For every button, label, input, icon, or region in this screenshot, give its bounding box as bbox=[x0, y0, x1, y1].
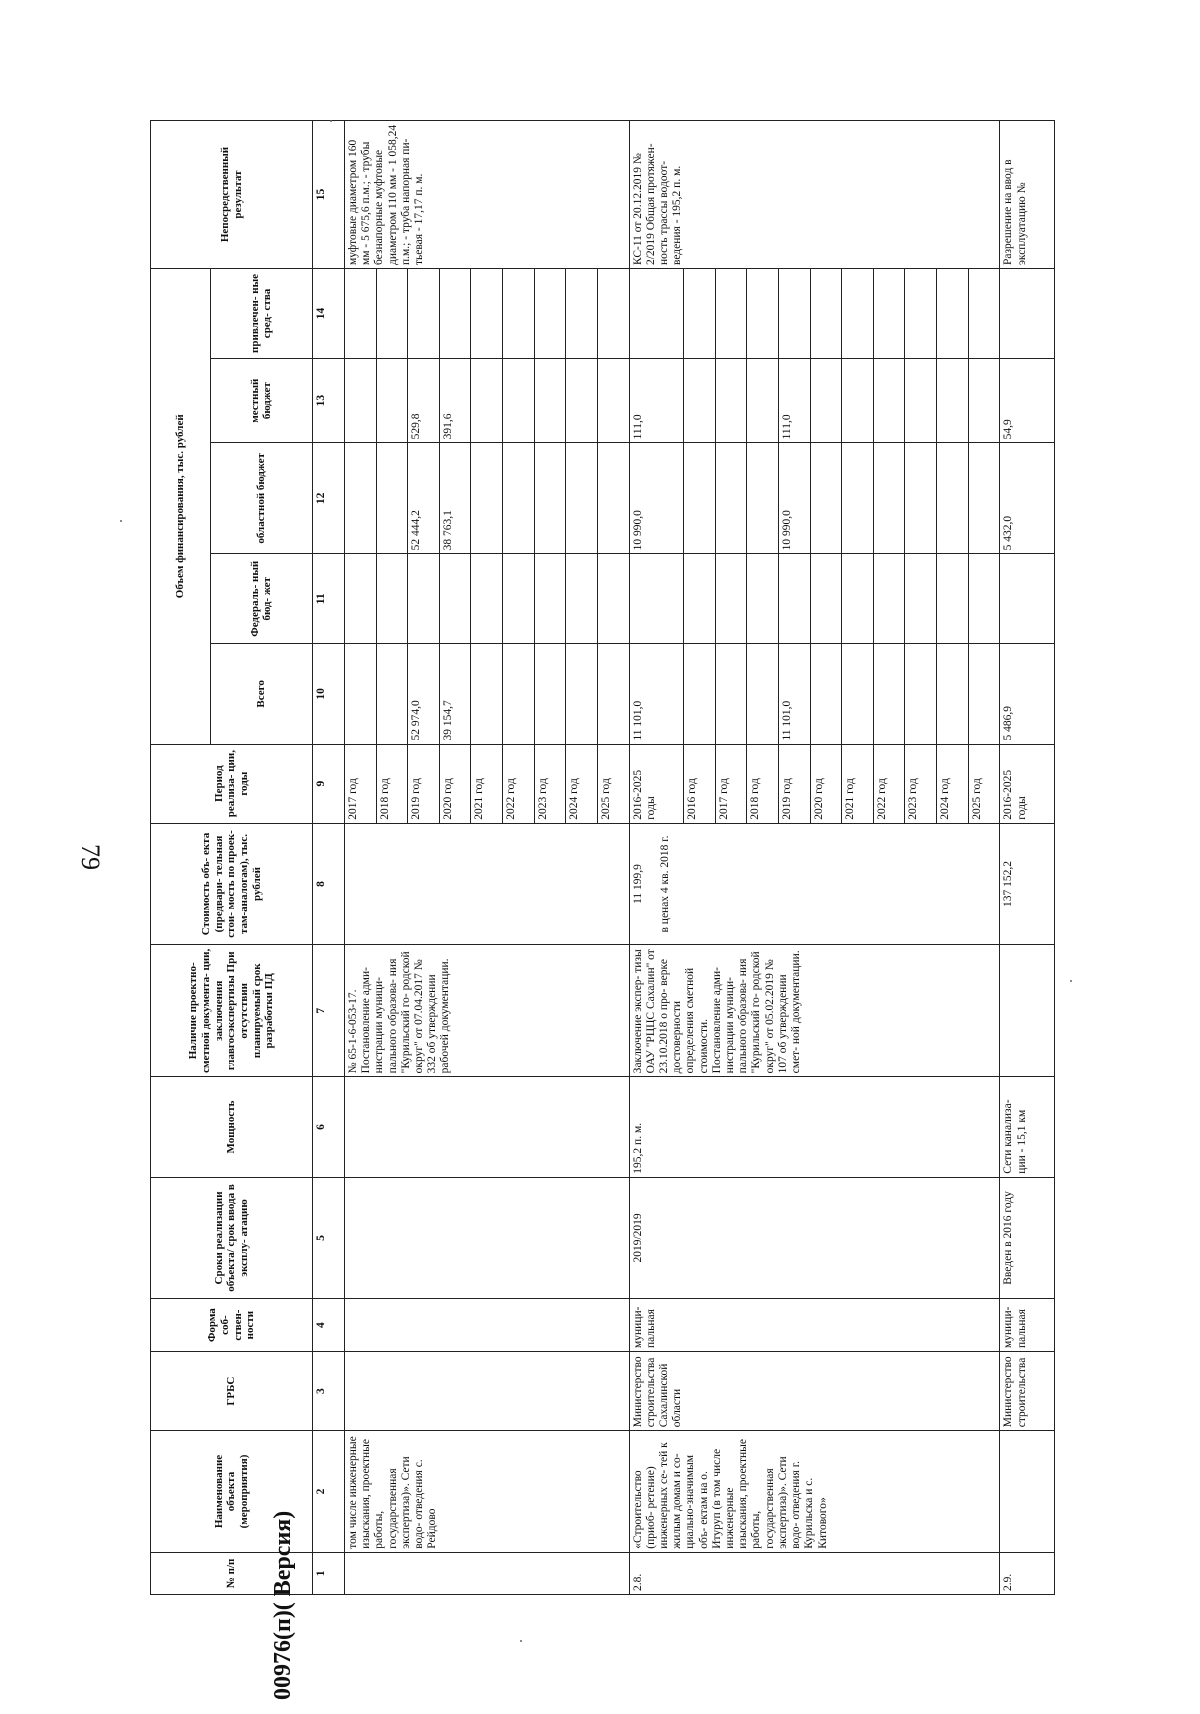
federal-cell bbox=[566, 554, 598, 644]
regional-cell bbox=[534, 443, 566, 554]
attracted-cell bbox=[778, 269, 810, 359]
regional-cell bbox=[810, 443, 842, 554]
total-cell bbox=[376, 644, 408, 744]
regional-cell bbox=[842, 443, 874, 554]
attracted-cell bbox=[937, 269, 969, 359]
attracted-cell bbox=[534, 269, 566, 359]
grbs-cell bbox=[344, 1352, 629, 1431]
period-cell: 2018 год bbox=[376, 744, 408, 823]
result-cell: КС-11 от 20.12.2019 № 2/2019 Общая протяжен- ность трассы водоот- ведения - 195,2 п. м. bbox=[629, 121, 1000, 269]
period-cell: 2022 год bbox=[503, 744, 535, 823]
local-cell bbox=[684, 358, 716, 443]
pd-cell bbox=[1000, 945, 1055, 1077]
attracted-cell bbox=[1000, 269, 1055, 359]
col-number: 1 bbox=[313, 1552, 345, 1594]
federal-cell bbox=[471, 554, 503, 644]
col-number: 7 bbox=[313, 945, 345, 1077]
total-cell bbox=[597, 644, 629, 744]
period-cell: 2024 год bbox=[566, 744, 598, 823]
grbs-cell: Министерство строительства Сахалинской области bbox=[629, 1352, 1000, 1431]
local-cell bbox=[344, 358, 376, 443]
federal-cell bbox=[629, 554, 684, 644]
federal-cell bbox=[1000, 554, 1055, 644]
header-attracted: привлечен- ные сред- ства bbox=[210, 269, 313, 359]
terms-cell bbox=[344, 1177, 629, 1299]
header-cost: Стоимость объ- екта (предвари- тельная стои- мость по проек- там-аналогам), тыс. рублей bbox=[151, 823, 313, 945]
regional-cell: 38 763,1 bbox=[439, 443, 471, 554]
federal-cell bbox=[747, 554, 779, 644]
local-cell bbox=[937, 358, 969, 443]
ownership-cell bbox=[344, 1299, 629, 1352]
local-cell: 529,8 bbox=[408, 358, 440, 443]
federal-cell bbox=[873, 554, 905, 644]
pd-cell: Заключение экспер- тизы ОАУ "РЦЦС Сахалин" от 23.10.2018 о про- верке достоверности определения сметной стоимости. Постановление адми- нистрации муници- пального образова- ния "Курильский го- родской округ" от 05.02.2019 № 107 об утверждении смет- ной документации. bbox=[629, 945, 1000, 1077]
header-num: № п/п bbox=[151, 1552, 313, 1594]
col-number: 15 bbox=[313, 121, 345, 269]
total-cell: 39 154,7 bbox=[439, 644, 471, 744]
period-cell: 2020 год bbox=[810, 744, 842, 823]
num-cell: 2.9. bbox=[1000, 1552, 1055, 1594]
header-ownership: Форма соб- ствен- ности bbox=[151, 1299, 313, 1352]
period-cell: 2020 год bbox=[439, 744, 471, 823]
total-cell bbox=[534, 644, 566, 744]
federal-cell bbox=[439, 554, 471, 644]
regional-cell bbox=[597, 443, 629, 554]
regional-cell: 10 990,0 bbox=[629, 443, 684, 554]
regional-cell bbox=[747, 443, 779, 554]
total-cell: 11 101,0 bbox=[778, 644, 810, 744]
header-regional: областной бюджет bbox=[210, 443, 313, 554]
attracted-cell bbox=[597, 269, 629, 359]
period-cell: 2024 год bbox=[937, 744, 969, 823]
column-number-row bbox=[313, 121, 345, 1595]
col-number: 3 bbox=[313, 1352, 345, 1431]
attracted-cell bbox=[344, 269, 376, 359]
scan-speck bbox=[1070, 980, 1072, 982]
attracted-cell bbox=[503, 269, 535, 359]
regional-cell: 52 444,2 bbox=[408, 443, 440, 554]
local-cell bbox=[873, 358, 905, 443]
regional-cell bbox=[905, 443, 937, 554]
total-cell bbox=[684, 644, 716, 744]
attracted-cell bbox=[715, 269, 747, 359]
pd-cell: № 65-1-6-053-17. Постановление адми- нистрации муници- пального образова- ния "Курильский го- родской округ" от 07.04.2017 № 332 об утверждении рабочей документации. bbox=[344, 945, 629, 1077]
attracted-cell bbox=[905, 269, 937, 359]
power-cell: Сети канализа- ции - 15,1 км bbox=[1000, 1077, 1055, 1177]
period-cell: 2023 год bbox=[905, 744, 937, 823]
total-cell: 52 974,0 bbox=[408, 644, 440, 744]
period-cell: 2025 год bbox=[968, 744, 1000, 823]
federal-cell bbox=[778, 554, 810, 644]
header-result: Непосредственный результат bbox=[151, 121, 313, 269]
scan-speck bbox=[330, 120, 332, 122]
table-row bbox=[344, 121, 376, 1595]
period-cell: 2016-2025 годы bbox=[629, 744, 684, 823]
num-cell: 2.8. bbox=[629, 1552, 1000, 1594]
ownership-cell: муници- пальная bbox=[629, 1299, 1000, 1352]
federal-cell bbox=[503, 554, 535, 644]
federal-cell bbox=[968, 554, 1000, 644]
total-cell: 11 101,0 bbox=[629, 644, 684, 744]
federal-cell bbox=[905, 554, 937, 644]
federal-cell bbox=[376, 554, 408, 644]
federal-cell bbox=[715, 554, 747, 644]
cost-value: 11 199,9 bbox=[631, 864, 644, 904]
col-number: 10 bbox=[313, 644, 345, 744]
col-number: 2 bbox=[313, 1431, 345, 1553]
regional-cell bbox=[471, 443, 503, 554]
col-number: 8 bbox=[313, 823, 345, 945]
local-cell bbox=[810, 358, 842, 443]
period-cell: 2018 год bbox=[747, 744, 779, 823]
total-cell bbox=[503, 644, 535, 744]
ownership-cell: муници- пальная bbox=[1000, 1299, 1055, 1352]
total-cell bbox=[937, 644, 969, 744]
total-cell bbox=[905, 644, 937, 744]
attracted-cell bbox=[810, 269, 842, 359]
header-power: Мощность bbox=[151, 1077, 313, 1177]
local-cell: 54,9 bbox=[1000, 358, 1055, 443]
federal-cell bbox=[842, 554, 874, 644]
result-cell: Разрешение на ввод в эксплуатацию № bbox=[1000, 121, 1055, 269]
regional-cell bbox=[376, 443, 408, 554]
object-name-cell: «Строительство (приоб- ретение) инженерных се- тей к жилым домам и со- циально-значимым объ- ектам на о. Итуруп (в том числе инженерные изыскания, проектные работы, государственная экспертиза)». Сети водо- отведения г. Курильска и с. Китового» bbox=[629, 1431, 1000, 1553]
cost-cell bbox=[344, 823, 629, 945]
attracted-cell bbox=[439, 269, 471, 359]
table-row bbox=[1000, 121, 1055, 1595]
header-local: местный бюджет bbox=[210, 358, 313, 443]
local-cell bbox=[842, 358, 874, 443]
col-number: 14 bbox=[313, 269, 345, 359]
regional-cell bbox=[344, 443, 376, 554]
col-number: 4 bbox=[313, 1299, 345, 1352]
local-cell: 391,6 bbox=[439, 358, 471, 443]
col-number: 12 bbox=[313, 443, 345, 554]
local-cell bbox=[503, 358, 535, 443]
table-row bbox=[629, 121, 684, 1595]
document-version-code: 00976(п)( Версия) bbox=[270, 1510, 296, 1700]
total-cell bbox=[471, 644, 503, 744]
col-number: 13 bbox=[313, 358, 345, 443]
period-cell: 2019 год bbox=[778, 744, 810, 823]
header-period: Период реализа- ции, годы bbox=[151, 744, 313, 823]
attracted-cell bbox=[408, 269, 440, 359]
attracted-cell bbox=[747, 269, 779, 359]
terms-cell: Введен в 2016 году bbox=[1000, 1177, 1055, 1299]
period-cell: 2021 год bbox=[842, 744, 874, 823]
total-cell bbox=[810, 644, 842, 744]
regional-cell: 10 990,0 bbox=[778, 443, 810, 554]
header-grbs: ГРБС bbox=[151, 1352, 313, 1431]
local-cell bbox=[566, 358, 598, 443]
cost-cell: 137 152,2 bbox=[1000, 823, 1055, 945]
attracted-cell bbox=[968, 269, 1000, 359]
cost-cell bbox=[629, 823, 1000, 945]
grbs-cell: Министерство строительства bbox=[1000, 1352, 1055, 1431]
total-cell bbox=[968, 644, 1000, 744]
attracted-cell bbox=[566, 269, 598, 359]
local-cell bbox=[715, 358, 747, 443]
total-cell bbox=[715, 644, 747, 744]
local-cell: 111,0 bbox=[778, 358, 810, 443]
object-name-cell: том числе инженерные изыскания, проектные работы, государственная экспертиза)». Сети водо- отведения с. Рейдово bbox=[344, 1431, 629, 1553]
attracted-cell bbox=[471, 269, 503, 359]
regional-cell bbox=[503, 443, 535, 554]
total-cell bbox=[873, 644, 905, 744]
period-cell: 2022 год bbox=[873, 744, 905, 823]
scan-speck bbox=[120, 520, 122, 522]
period-cell: 2017 год bbox=[344, 744, 376, 823]
header-federal: Федераль- ный бюд- жет bbox=[210, 554, 313, 644]
federal-cell bbox=[344, 554, 376, 644]
local-cell bbox=[534, 358, 566, 443]
cost-note: в ценах 4 кв. 2018 г. bbox=[658, 835, 671, 933]
period-cell: 2016-2025 годы bbox=[1000, 744, 1055, 823]
period-cell: 2025 год bbox=[597, 744, 629, 823]
attracted-cell bbox=[873, 269, 905, 359]
regional-cell bbox=[873, 443, 905, 554]
col-number: 11 bbox=[313, 554, 345, 644]
terms-cell: 2019/2019 bbox=[629, 1177, 1000, 1299]
regional-cell bbox=[937, 443, 969, 554]
regional-cell bbox=[968, 443, 1000, 554]
total-cell bbox=[747, 644, 779, 744]
object-name-cell bbox=[1000, 1431, 1055, 1553]
total-cell bbox=[344, 644, 376, 744]
total-cell bbox=[842, 644, 874, 744]
page-number: 79 bbox=[76, 844, 105, 870]
local-cell bbox=[968, 358, 1000, 443]
regional-cell bbox=[715, 443, 747, 554]
period-cell: 2016 год bbox=[684, 744, 716, 823]
total-cell bbox=[566, 644, 598, 744]
federal-cell bbox=[937, 554, 969, 644]
federal-cell bbox=[408, 554, 440, 644]
local-cell bbox=[597, 358, 629, 443]
local-cell bbox=[905, 358, 937, 443]
local-cell: 111,0 bbox=[629, 358, 684, 443]
federal-cell bbox=[534, 554, 566, 644]
header-pd: Наличие проектно- сметной документа- ции, заключения главгосэкспертизы При отсутствии планируемый срок разработки ПД bbox=[151, 945, 313, 1077]
header-total: Всего bbox=[210, 644, 313, 744]
col-number: 6 bbox=[313, 1077, 345, 1177]
period-cell: 2017 год bbox=[715, 744, 747, 823]
regional-cell bbox=[684, 443, 716, 554]
header-financing: Объем финансирования, тыс. рублей bbox=[151, 269, 211, 744]
local-cell bbox=[471, 358, 503, 443]
federal-cell bbox=[684, 554, 716, 644]
period-cell: 2019 год bbox=[408, 744, 440, 823]
header-name: Наименование объекта (мероприятия) bbox=[151, 1431, 313, 1553]
local-cell bbox=[747, 358, 779, 443]
regional-cell: 5 432,0 bbox=[1000, 443, 1055, 554]
col-number: 9 bbox=[313, 744, 345, 823]
attracted-cell bbox=[629, 269, 684, 359]
local-cell bbox=[376, 358, 408, 443]
col-number: 5 bbox=[313, 1177, 345, 1299]
result-cell: муфтовые диаметром 160 мм - 5 675,6 п.м.; - трубы безнапорные муфтовые диаметром 110 мм - 1 058,24 п.м.; - труба напорная пи- тьевая - 17,17 п. м. bbox=[344, 121, 629, 269]
attracted-cell bbox=[842, 269, 874, 359]
period-cell: 2021 год bbox=[471, 744, 503, 823]
header-row bbox=[151, 121, 211, 1595]
attracted-cell bbox=[376, 269, 408, 359]
num-cell bbox=[344, 1552, 629, 1594]
attracted-cell bbox=[684, 269, 716, 359]
federal-cell bbox=[597, 554, 629, 644]
header-terms: Сроки реализации объекта/ срок ввода в эксплу- атацию bbox=[151, 1177, 313, 1299]
scan-speck bbox=[520, 1640, 522, 1642]
power-cell bbox=[344, 1077, 629, 1177]
power-cell: 195,2 п. м. bbox=[629, 1077, 1000, 1177]
total-cell: 5 486,9 bbox=[1000, 644, 1055, 744]
period-cell: 2023 год bbox=[534, 744, 566, 823]
regional-cell bbox=[566, 443, 598, 554]
federal-cell bbox=[810, 554, 842, 644]
